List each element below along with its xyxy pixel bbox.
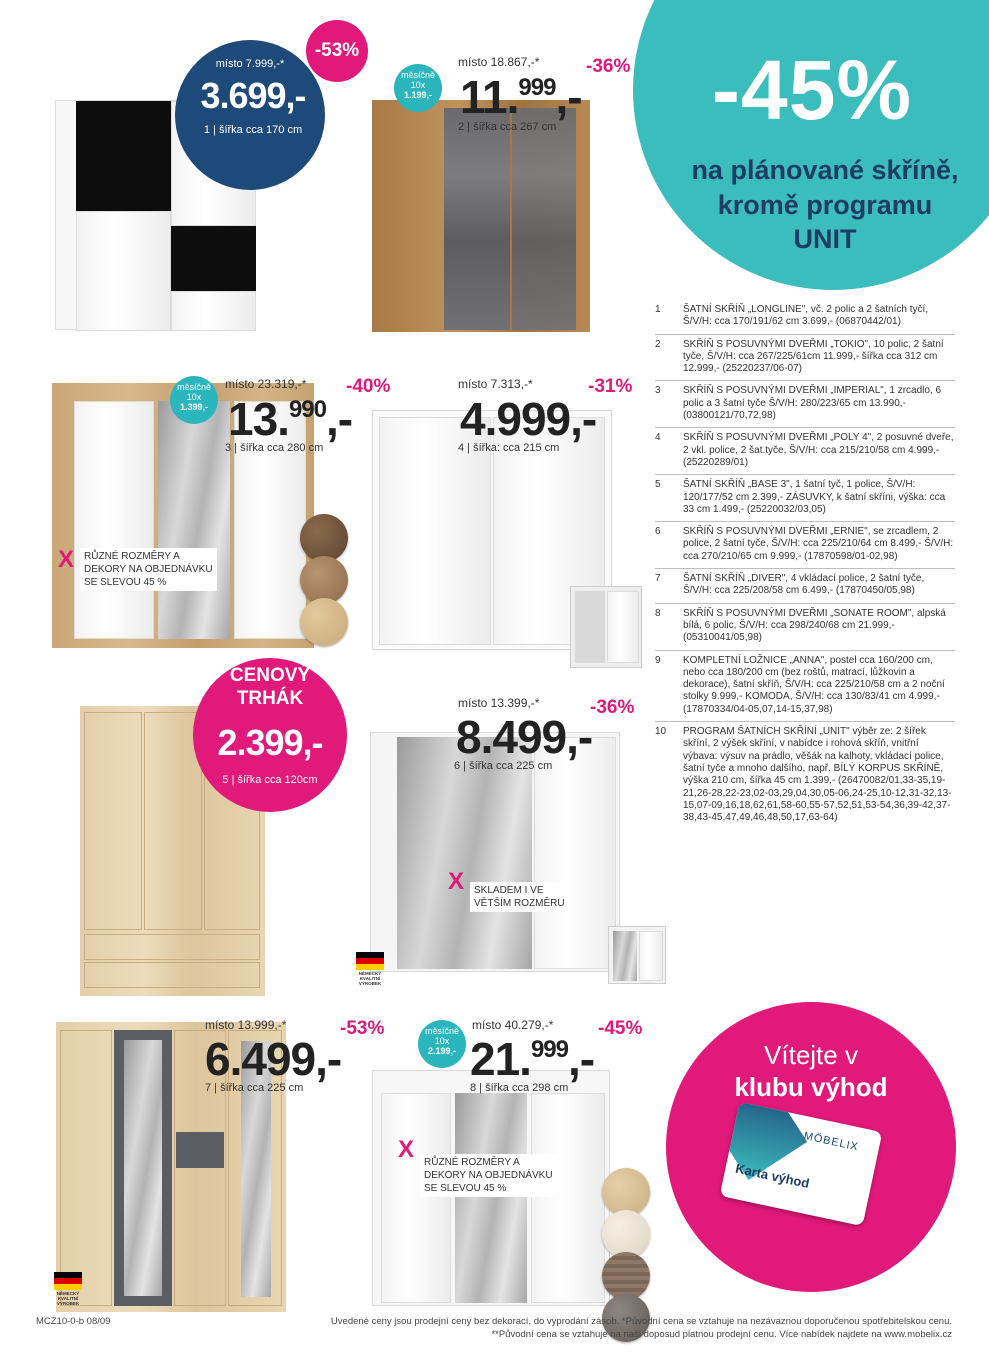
caption-4: 4 | šířka: cca 215 cm — [458, 442, 560, 454]
quality-label-6: NĚMECKÝ KVALITNÍ VÝROBEK — [358, 971, 382, 986]
note-8-line-2: DEKORY NA OBJEDNÁVKU — [424, 1170, 553, 1181]
caption-8: 8 | šířka cca 298 cm — [470, 1082, 569, 1094]
list-item: 3 SKŘÍŇ S POSUVNÝMI DVEŘMI „IMPERIAL", 1 zrcadlo, 6 polic a 3 šatní tyče Š/V/H: 280/223/65 cm 13.990,- (03800121/70,72,98) — [655, 381, 955, 428]
promo-discount: -45% — [712, 43, 913, 137]
caption-5: 5 | šířka cca 120cm — [222, 774, 318, 786]
was-price-7: místo 13.999,-* — [205, 1018, 287, 1032]
german-flag-icon — [356, 952, 384, 970]
club-line-1: Vítejte v — [764, 1040, 858, 1070]
swatch-white-gloss — [602, 1210, 650, 1258]
wardrobe-6-variant — [608, 926, 666, 984]
price-7: 6.499,- — [205, 1033, 342, 1085]
list-item: 2 SKŘÍŇ S POSUVNÝMI DVEŘMI „TOKIO", 10 polic, 2 šatní tyče, Š/V/H: cca 267/225/61cm 11.999,- šířka cca 312 cm 12.999,- (25220237/06-07) — [655, 335, 955, 382]
badge-5-line-1: CENOVÝ — [229, 665, 311, 686]
discount-7: -53% — [340, 1018, 385, 1039]
note-6-line-1: SKLADEM I VE — [474, 885, 544, 896]
note-3-line-2: DEKORY NA OBJEDNÁVKU — [84, 564, 213, 575]
was-price-6: místo 13.399,-* — [458, 696, 540, 710]
monthly-badge-8: měsíčně 10x 2.199,- — [418, 1020, 466, 1068]
was-price-4: místo 7.313,-* — [458, 377, 533, 391]
list-item: 5 ŠATNÍ SKŘÍŇ „BASE 3", 1 šatní tyč, 1 police, Š/V/H: 120/177/52 cm 2.399,- ZÁSUVKY, k šatní skříni, výška: cca 33 cm 1.499,- (25220032/03,05) — [655, 475, 955, 522]
footer-code: MCZ10-0-b 08/09 — [36, 1316, 111, 1327]
club-line-2: klubu výhod — [734, 1072, 888, 1102]
list-item: 10 PROGRAM ŠATNÍCH SKŘÍNÍ „UNIT" výběr ze: 2 šířek skříní, 2 výšek skříní, v nabídce i rohová skříň, vnitřní výbava: výsuv na prádlo, věšák na kalhoty, vkládací police, šatní tyče a mnoho dalšího, např. BÍLÝ KORPUS SKŘÍNĚ, výška 210 cm, šířka 45 cm 1.399,- (26470082/01,33-35,19-21,26-28,22-23,02-03,29,04,30,05-06,24-25,10-12,31-32,13-15,07-09,16,18,62,61,58-60,55-57,52,51,53-54,36,39-42,37-38,43-45,47,49,46,48,50,17,63-64) — [655, 726, 952, 824]
discount-1: -53% — [314, 40, 360, 61]
price-8: 21.$^{999}$,- — [470, 1033, 595, 1085]
note-6 — [448, 870, 569, 912]
note-3-line-1: RŮZNÉ ROZMĚRY A — [84, 551, 180, 562]
price-6: 8.499,- — [456, 711, 593, 763]
swatch-walnut-stripe — [602, 1252, 650, 1300]
wardrobe-2-image — [372, 100, 590, 332]
caption-2: 2 | šířka cca 267 cm — [458, 121, 557, 133]
x-mark-icon: X — [448, 868, 465, 895]
price-3: 13.$^{990}$,- — [228, 393, 353, 445]
price-1: 3.699,- — [200, 75, 306, 116]
note-3-line-3: SE SLEVOU 45 % — [84, 577, 167, 588]
german-flag-icon — [54, 1272, 82, 1290]
price-4: 4.999,- — [460, 393, 597, 445]
note-8-line-1: RŮZNÉ ROZMĚRY A — [424, 1157, 520, 1168]
was-price-3: místo 23.319,-* — [225, 377, 307, 391]
promo-line-2: kromě programu — [717, 190, 933, 220]
was-price-1: místo 7.999,-* — [215, 58, 285, 70]
caption-7: 7 | šířka cca 225 cm — [205, 1082, 304, 1094]
list-item: 8 SKŘÍŇ S POSUVNÝMI DVEŘMI „SONATE ROOM", alpská bílá, 6 polic, Š/V/H: cca 298/240/68 cm 21.999,- (05310041/05,98) — [655, 604, 955, 651]
promo-line-1: na plánované skříně, — [691, 155, 959, 185]
caption-3: 3 | šířka cca 280 cm — [225, 442, 324, 454]
note-8-line-3: SE SLEVOU 45 % — [424, 1183, 507, 1194]
card-brand: MÖBELIX — [802, 1130, 860, 1154]
caption-1: 1 | šířka cca 170 cm — [203, 124, 303, 136]
list-item: 7 ŠATNÍ SKŘÍŇ „DIVER", 4 vkládací police, 2 šatní tyče, Š/V/H: cca 225/208/58 cm 6.499,- (17870450/05,98) — [655, 569, 955, 604]
swatch-oak-light — [602, 1168, 650, 1216]
x-mark-icon: X — [58, 546, 75, 573]
list-item: 9 KOMPLETNÍ LOŽNICE „ANNA", postel cca 160/200 cm, nebo cca 180/200 cm (bez roštů, matrací, lůžkovin a dekorace), šatní skříň, Š/V/H: cca 225/210/58 cm a 2 noční stolky 9.999,- KOMODA, Š/V/H: cca 130/83/41 cm 4.999,- (17870334/04-05,07,14-15,37,98) — [655, 651, 955, 722]
was-price-8: místo 40.279,-* — [472, 1018, 554, 1032]
monthly-badge-3: měsíčně 10x 1.399,- — [170, 376, 218, 424]
swatch-sonoma — [300, 640, 346, 650]
swatch-oak — [300, 598, 348, 646]
discount-3: -40% — [346, 376, 391, 397]
list-item: 4 SKŘÍŇ S POSUVNÝMI DVEŘMI „POLY 4", 2 posuvné dveře, 2 vkl. police, 2 šat.tyče, Š/V/H: cca 215/210/58 cm 4.999,- (25220289/01) — [655, 428, 955, 475]
badge-5-line-2: TRHÁK — [236, 688, 304, 709]
list-item: 6 SKŘÍŇ S POSUVNÝMI DVEŘMI „ERNIE", se zrcadlem, 2 police, 2 šatní tyče, Š/V/H: cca 225/210/64 cm 8.499,- Š/V/H: cca 270/210/65 cm 9.999,- (17870598/01-02,98) — [655, 522, 955, 569]
product-list — [655, 300, 955, 829]
promo-line-3: UNIT — [793, 224, 857, 254]
quality-label-7: NĚMECKÝ KVALITNÍ VÝROBEK — [56, 1291, 80, 1306]
footer-line-1: Uvedené ceny jsou prodejní ceny bez dekorací, do vyprodání zásob. *Původní cena se vztahuje na nezávaznou doporučenou spotřebitelskou cenu. — [330, 1316, 952, 1327]
footer-line-2: **Původní cena se vztahuje na naši doposud platnou prodejní cenu. Více nabídek najdete na www.mobelix.cz — [491, 1329, 952, 1340]
note-3 — [58, 548, 217, 591]
swatch-oak-dark — [300, 556, 348, 604]
caption-6: 6 | šířka cca 225 cm — [454, 760, 553, 772]
card-label: Karta výhod — [734, 1160, 811, 1191]
discount-2: -36% — [586, 56, 631, 77]
was-price-2: místo 18.867,-* — [458, 55, 540, 69]
discount-4: -31% — [588, 376, 633, 397]
discount-8: -45% — [598, 1018, 643, 1039]
swatch-walnut — [300, 514, 348, 562]
list-item: 1 ŠATNÍ SKŘÍŇ „LONGLINE", vč. 2 polic a 2 šatních tyčí, Š/V/H: cca 170/191/62 cm 3.699,- (06870442/01) — [655, 300, 955, 335]
x-mark-icon: X — [398, 1136, 415, 1163]
monthly-badge-2: měsíčně 10x 1.199,- — [394, 64, 442, 112]
note-6-line-2: VĚTŠÍM ROZMĚRU — [474, 898, 565, 909]
wardrobe-4-interior — [570, 586, 642, 668]
price-2: 11.$^{999}$,- — [460, 71, 582, 123]
discount-6: -36% — [590, 697, 635, 718]
note-8 — [398, 1138, 557, 1197]
price-5: 2.399,- — [217, 722, 323, 763]
